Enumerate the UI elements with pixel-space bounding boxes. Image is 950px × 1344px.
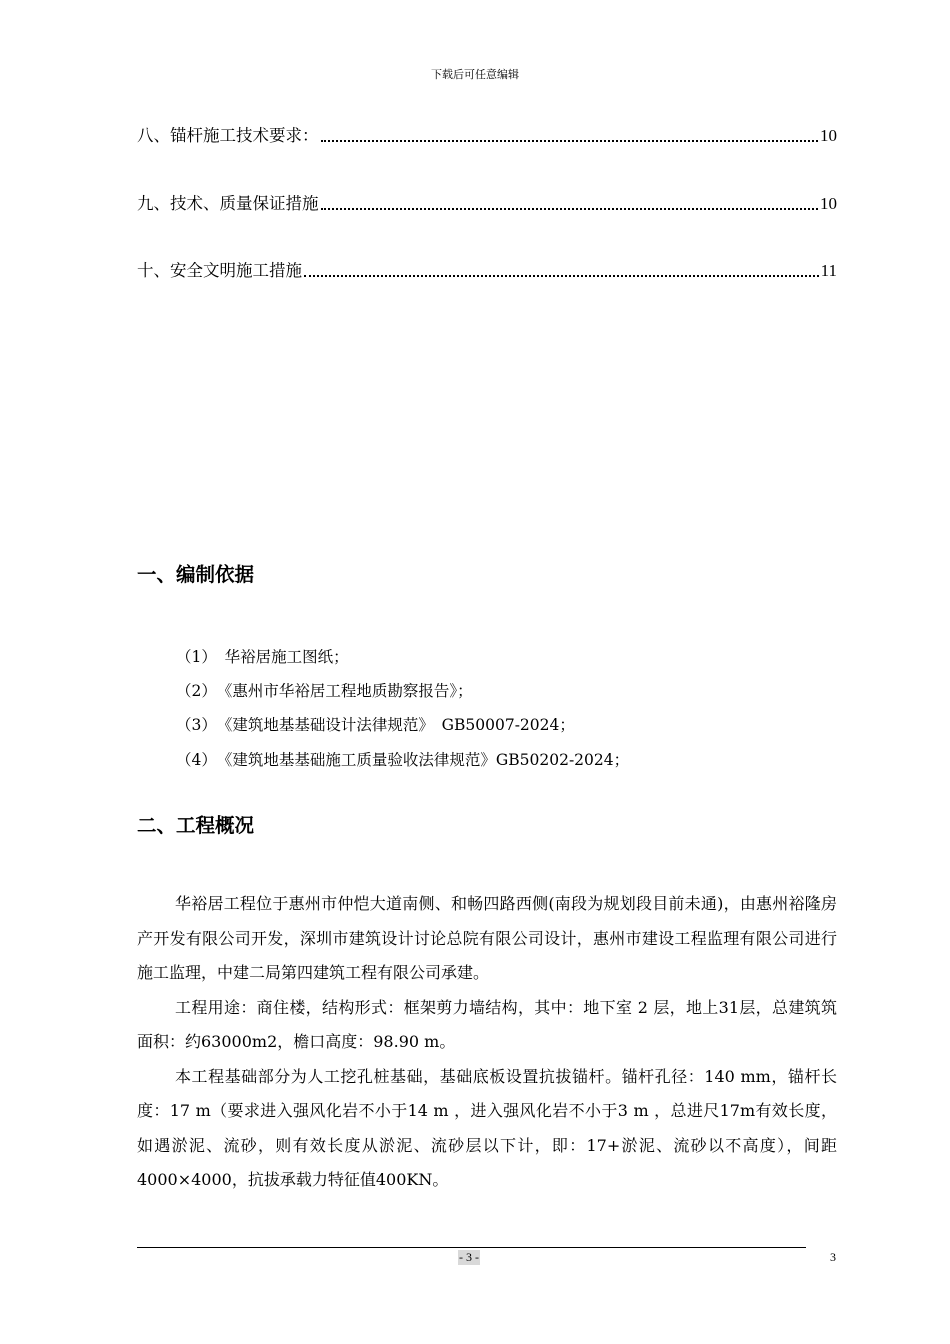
- page-header: 下载后可任意编辑: [431, 68, 519, 81]
- reference-item: （1） 华裕居施工图纸；: [176, 648, 349, 666]
- toc-entry-label: 八、锚杆施工技术要求：: [137, 126, 319, 145]
- toc-leader-dots: [321, 139, 819, 142]
- toc-entry[interactable]: [137, 259, 837, 283]
- section-heading: 一、编制依据: [137, 563, 255, 586]
- footer-page-number: 3: [830, 1250, 836, 1264]
- toc-entry-page: 10: [820, 194, 837, 213]
- toc-entry-label: 九、技术、质量保证措施: [137, 194, 319, 213]
- paragraph: 工程用途：商住楼，结构形式：框架剪力墙结构，其中：地下室 2 层，地上31层，总建筑筑面积：约63000m2，檐口高度：98.90 m。: [137, 997, 837, 1051]
- footer-rule: [137, 1247, 806, 1248]
- reference-item: （3） 《建筑地基基础设计法律规范》 GB50007-2024；: [176, 716, 575, 734]
- section-heading: 二、工程概况: [137, 814, 255, 837]
- toc-entry[interactable]: [137, 192, 837, 216]
- footer-page-label: - 3 -: [459, 1250, 479, 1264]
- toc-leader-dots: [304, 274, 819, 277]
- reference-item: （2） 《惠州市华裕居工程地质勘察报告》；: [176, 682, 473, 700]
- toc-entry[interactable]: [137, 124, 837, 148]
- toc-entry-label: 十、安全文明施工措施: [137, 261, 302, 280]
- paragraph: 本工程基础部分为人工挖孔桩基础，基础底板设置抗拔锚杆。锚杆孔径：140 mm，锚杆长度：17 m（要求进入强风化岩不小于14 m ，进入强风化岩不小于3 m ，总进尺17m有效长度，如遇淤泥、流砂，则有效长度从淤泥、流砂层以下计，即：17+淤泥、流砂以不高度），间距4000×4000，抗拔承载力特征值400KN。: [137, 1066, 837, 1189]
- toc-entry-page: 10: [820, 126, 837, 145]
- body-text: [137, 887, 837, 1198]
- reference-item: （4） 《建筑地基基础施工质量验收法律规范》GB50202-2024；: [176, 751, 630, 769]
- paragraph: 华裕居工程位于惠州市仲恺大道南侧、和畅四路西侧(南段为规划段目前未通)，由惠州裕隆房产开发有限公司开发，深圳市建筑设计讨论总院有限公司设计，惠州市建设工程监理有限公司进行施工监理，中建二局第四建筑工程有限公司承建。: [137, 894, 837, 982]
- toc-entry-page: 11: [820, 261, 837, 280]
- toc-leader-dots: [321, 207, 819, 210]
